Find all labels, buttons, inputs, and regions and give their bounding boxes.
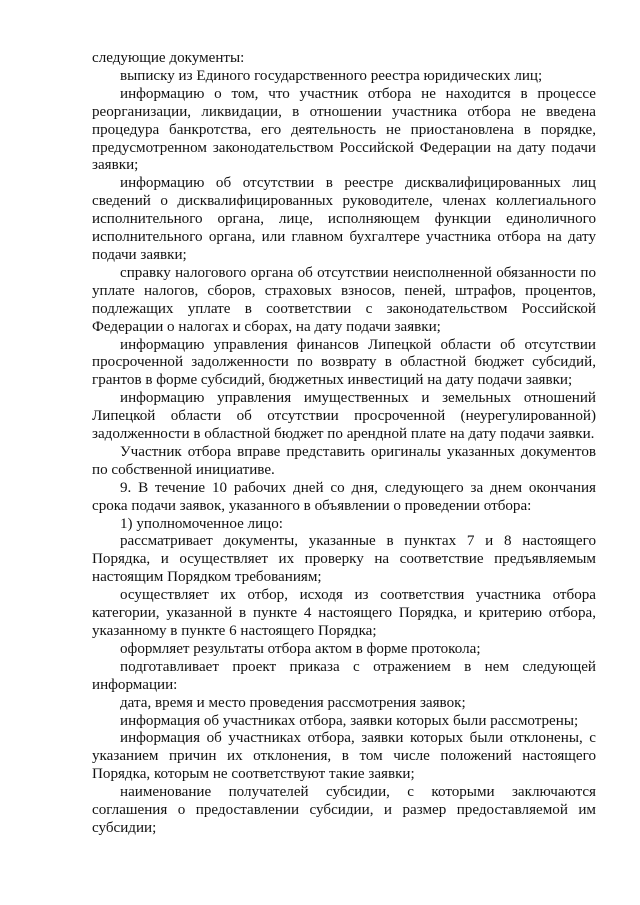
paragraph-date-time-place: дата, время и место проведения рассмотрения заявок; xyxy=(120,694,466,711)
paragraph-rejected-applicants: информация об участниках отбора, заявки которых были отклонены, с указанием причин их отклонения, в том числе положений настоящего Порядка, которым не соответствуют такие заявки; xyxy=(92,730,596,783)
document-page xyxy=(92,50,596,838)
paragraph-draft-order: подготавливает проект приказа с отражением в нем следующей информации: xyxy=(92,658,596,693)
paragraph-selection: осуществляет их отбор, исходя из соответствия участника отбора категории, указанной в пункте 4 настоящего Порядка, и критерию отбора, указанному в пункте 6 настоящего Порядка; xyxy=(92,587,596,639)
paragraph-reorganization-info: информацию о том, что участник отбора не находится в процессе реорганизации, ликвидации, в отношении участника отбора не введена процедура банкротства, его деятельность не приостановлена в порядке, предусмотренном законодательством Российской Федерации на дату подачи заявки; xyxy=(92,85,596,174)
paragraph-protocol: оформляет результаты отбора актом в форме протокола; xyxy=(120,640,481,657)
paragraph-reviews-documents: рассматривает документы, указанные в пунктах 7 и 8 настоящего Порядка, и осуществляет их проверку на соответствие предъявляемым настоящим Порядком требованиям; xyxy=(92,533,596,586)
paragraph-recipients: наименование получателей субсидии, с которыми заключаются соглашения о предоставлении субсидии, и размер предоставляемой им субсидии; xyxy=(92,784,596,836)
paragraph-authorized-person: 1) уполномоченное лицо: xyxy=(120,515,283,532)
paragraph-extract-registry: выписку из Единого государственного реестра юридических лиц; xyxy=(120,67,543,84)
paragraph-clause-9: 9. В течение 10 рабочих дней со дня, следующего за днем окончания срока подачи заявок, указанного в объявлении о проведении отбора: xyxy=(92,479,596,514)
paragraph-tax-certificate: справку налогового органа об отсутствии неисполненной обязанности по уплате налогов, сборов, страховых взносов, пеней, штрафов, процентов, подлежащих уплате в соответствии с законодательством Российской Федерации о налогах и сборах, на дату подачи заявки; xyxy=(92,264,596,335)
paragraph-finance-debt: информацию управления финансов Липецкой области об отсутствии просроченной задолженности по возврату в областной бюджет субсидий, грантов в форме субсидий, бюджетных инвестиций на дату подачи заявки; xyxy=(92,336,596,389)
paragraph-reviewed-applicants: информация об участниках отбора, заявки которых были рассмотрены; xyxy=(120,712,579,729)
paragraph-intro: следующие документы: xyxy=(92,50,245,66)
paragraph-disqualified-persons: информацию об отсутствии в реестре дисквалифицированных лиц сведений о дисквалифицированных руководителе, членах коллегиального исполнительного органа, лице, исполняющем функции единоличного исполнительного органа, или главном бухгалтере участника отбора на дату подачи заявки; xyxy=(92,175,596,263)
paragraph-property-debt: информацию управления имущественных и земельных отношений Липецкой области об отсутствии просроченной (неурегулированной) задолженности в областной бюджет по арендной плате на дату подачи заявки. xyxy=(92,390,596,443)
paragraph-originals: Участник отбора вправе представить оригиналы указанных документов по собственной инициативе. xyxy=(92,443,596,478)
